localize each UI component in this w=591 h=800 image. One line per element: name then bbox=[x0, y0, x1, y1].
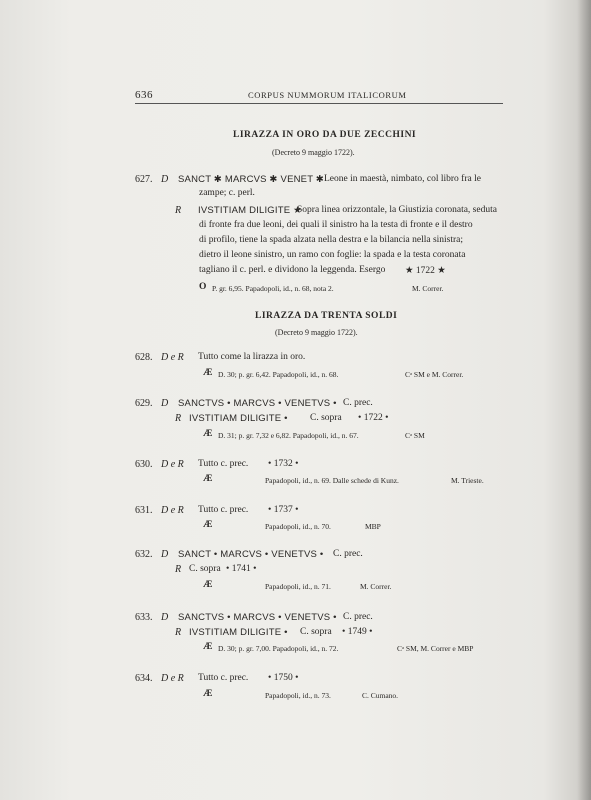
entry-number: 627. bbox=[135, 174, 153, 185]
collection: Cᵃ SM bbox=[405, 431, 425, 440]
collection: Cᵃ SM, M. Correr e MBP bbox=[397, 644, 474, 653]
reverse-description: tagliano il c. perl. e dividono la leggenda. Esergo bbox=[199, 265, 386, 275]
page-spine-shadow bbox=[577, 0, 591, 800]
obverse-description: C. prec. bbox=[343, 398, 373, 408]
obverse-description: zampe; c. perl. bbox=[199, 188, 255, 198]
reference: Papadopoli, id., n. 70. bbox=[265, 522, 331, 531]
obverse-sign: D bbox=[161, 612, 169, 623]
entry-number: 630. bbox=[135, 459, 153, 470]
entry-number: 632. bbox=[135, 549, 153, 560]
reverse-description: di fronte fra due leoni, dei quali il sinistro ha la testa di fronte e il destro bbox=[199, 220, 473, 230]
obverse-description: Leone in maestà, nimbato, col libro fra le bbox=[324, 174, 481, 184]
metal-symbol: Æ bbox=[203, 368, 213, 378]
entry-description: Tutto c. prec. bbox=[198, 673, 249, 683]
reference: D. 31; p. gr. 7,32 e 6,82. Papadopoli, id., n. 67. bbox=[218, 431, 359, 440]
reference: P. gr. 6,95. Papadopoli, id., n. 68, nota 2. bbox=[212, 284, 334, 293]
metal-symbol: O bbox=[199, 282, 207, 292]
entry-number: 629. bbox=[135, 398, 153, 409]
obverse-reverse-sign: D e R bbox=[161, 352, 184, 363]
reverse-legend: IVSTITIAM DILIGITE • bbox=[189, 413, 288, 424]
reference: Papadopoli, id., n. 73. bbox=[265, 691, 331, 700]
entry-date: • 1737 • bbox=[268, 505, 299, 515]
collection: MBP bbox=[365, 522, 381, 531]
exergue-date: • 1741 • bbox=[226, 564, 257, 574]
reverse-legend: IVSTITIAM DILIGITE • bbox=[189, 627, 288, 638]
entry-number: 634. bbox=[135, 673, 153, 684]
reverse-sign: R bbox=[175, 564, 182, 575]
reference: Papadopoli, id., n. 71. bbox=[265, 582, 331, 591]
metal-symbol: Æ bbox=[203, 429, 213, 439]
entry-date: • 1750 • bbox=[268, 673, 299, 683]
metal-symbol: Æ bbox=[203, 580, 213, 590]
obverse-legend: SANCTVS • MARCVS • VENETVS • bbox=[178, 398, 337, 409]
obverse-description: C. prec. bbox=[343, 612, 373, 622]
running-title: CORPUS NUMMORUM ITALICORUM bbox=[248, 90, 407, 100]
reverse-description: C. sopra bbox=[189, 564, 221, 574]
exergue-date: ★ 1722 ★ bbox=[405, 266, 446, 276]
obverse-legend: SANCT ✱ MARCVS ✱ VENET ✱ bbox=[178, 174, 325, 185]
obverse-legend: SANCT • MARCVS • VENETVS • bbox=[178, 549, 324, 560]
obverse-legend: SANCTVS • MARCVS • VENETVS • bbox=[178, 612, 337, 623]
section-title: LIRAZZA IN ORO DA DUE ZECCHINI bbox=[233, 130, 417, 140]
collection: C. Cumano. bbox=[362, 691, 399, 700]
metal-symbol: Æ bbox=[203, 689, 213, 699]
collection: M. Trieste. bbox=[451, 476, 484, 485]
exergue-date: • 1722 • bbox=[358, 413, 389, 423]
obverse-sign: D bbox=[161, 549, 169, 560]
obverse-reverse-sign: D e R bbox=[161, 505, 184, 516]
obverse-reverse-sign: D e R bbox=[161, 459, 184, 470]
page-number: 636 bbox=[135, 89, 153, 101]
collection: M. Correr. bbox=[360, 582, 392, 591]
entry-description: Tutto c. prec. bbox=[198, 459, 249, 469]
entry-number: 628. bbox=[135, 352, 153, 363]
metal-symbol: Æ bbox=[203, 520, 213, 530]
reference: D. 30; p. gr. 7,00. Papadopoli, id., n. 72. bbox=[218, 644, 339, 653]
exergue-date: • 1749 • bbox=[342, 627, 373, 637]
obverse-reverse-sign: D e R bbox=[161, 673, 184, 684]
section-subtitle: (Decreto 9 maggio 1722). bbox=[272, 148, 355, 157]
obverse-sign: D bbox=[161, 398, 169, 409]
reference: D. 30; p. gr. 6,42. Papadopoli, id., n. 68. bbox=[218, 370, 339, 379]
collection: M. Correr. bbox=[412, 284, 444, 293]
reverse-legend: IVSTITIAM DILIGITE ★ bbox=[198, 205, 302, 216]
header-rule bbox=[135, 103, 503, 104]
reverse-description: C. sopra bbox=[310, 413, 342, 423]
reverse-description: dietro il leone sinistro, un ramo con foglie: la spada e la testa coronata bbox=[199, 250, 466, 260]
obverse-sign: D bbox=[161, 174, 169, 185]
reverse-description: Sopra linea orizzontale, la Giustizia coronata, seduta bbox=[297, 205, 497, 215]
metal-symbol: Æ bbox=[203, 474, 213, 484]
metal-symbol: Æ bbox=[203, 642, 213, 652]
reverse-sign: R bbox=[175, 413, 182, 424]
section-title: LIRAZZA DA TRENTA SOLDI bbox=[255, 311, 398, 321]
section-subtitle: (Decreto 9 maggio 1722). bbox=[275, 328, 358, 337]
entry-description: Tutto come la lirazza in oro. bbox=[198, 352, 306, 362]
reference: Papadopoli, id., n. 69. Dalle schede di Kunz. bbox=[265, 476, 399, 485]
reverse-description: C. sopra bbox=[300, 627, 332, 637]
collection: Cᵃ SM e M. Correr. bbox=[405, 370, 464, 379]
entry-date: • 1732 • bbox=[268, 459, 299, 469]
entry-number: 633. bbox=[135, 612, 153, 623]
reverse-sign: R bbox=[175, 627, 182, 638]
entry-number: 631. bbox=[135, 505, 153, 516]
reverse-sign: R bbox=[175, 205, 182, 216]
obverse-description: C. prec. bbox=[333, 549, 363, 559]
reverse-description: di profilo, tiene la spada alzata nella destra e la bilancia nella sinistra; bbox=[199, 235, 464, 245]
entry-description: Tutto c. prec. bbox=[198, 505, 249, 515]
